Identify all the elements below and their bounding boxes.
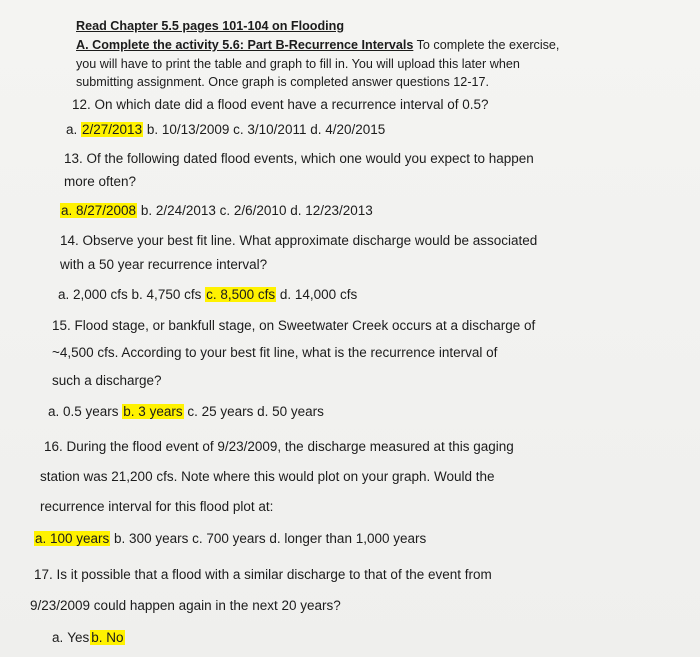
answer-label: a. [66,122,82,137]
question-12-text: 12. On which date did a flood event have a recurrence interval of 0.5? [72,97,489,112]
question-17-line-2 [30,597,341,615]
answer-label: a. [52,630,64,645]
answer-options-rest: d. 14,000 cfs [276,287,358,302]
question-15-text: 15. Flood stage, or bankfull stage, on Sweetwater Creek occurs at a discharge of [52,318,536,333]
answer-options-rest: c. 25 years d. 50 years [183,404,324,419]
answer-options: b. 2/24/2013 c. 2/6/2010 d. 12/23/2013 [137,203,373,218]
activity-instructions-1 [76,36,559,54]
question-14-text: 14. Observe your best fit line. What approximate discharge would be associated [60,233,538,248]
question-17-line-1 [34,566,492,584]
question-15-line-3 [52,372,162,390]
question-14-line-2 [60,256,267,274]
question-17-answers [52,629,125,647]
question-14-line-1 [60,232,537,250]
question-15-line-1 [52,317,535,335]
answer-yes: Yes [67,630,90,645]
activity-instructions-3 [76,73,489,91]
question-13-text-cont: more often? [64,174,137,189]
question-14-answers [58,286,357,304]
question-12 [72,96,489,114]
question-16-text: 16. During the flood event of 9/23/2009, the discharge measured at this gaging [44,439,514,454]
question-13-line-2 [64,173,136,191]
question-16-line-3 [40,498,273,516]
question-15-answers [48,403,324,421]
answer-options: b. 10/13/2009 c. 3/10/2011 d. 4/20/2015 [143,122,386,137]
question-17-text: 17. Is it possible that a flood with a similar discharge to that of the event from [34,567,492,582]
question-16-line-2 [40,468,495,486]
question-16-line-1 [44,438,514,456]
question-13-line-1 [64,150,534,168]
question-13-text: 13. Of the following dated flood events, which one would you expect to happen [64,151,534,166]
question-13-answers [60,202,373,220]
question-16-answers [34,530,426,548]
chapter-title: Read Chapter 5.5 pages 101-104 on Flooding [76,19,345,33]
question-15-text-end: such a discharge? [52,373,162,388]
question-14-text-cont: with a 50 year recurrence interval? [60,257,268,272]
highlighted-answer: b. No [91,630,124,645]
instruction-text-1: To complete the exercise, [413,38,560,52]
highlighted-answer: c. 8,500 cfs [206,287,276,302]
highlighted-answer: a. 100 years [35,531,110,546]
answer-options: b. 300 years c. 700 years d. longer than 1,000 years [110,531,427,546]
activity-instructions-2 [76,55,520,73]
answer-options: a. 2,000 cfs b. 4,750 cfs [58,287,206,302]
question-17-text-cont: 9/23/2009 could happen again in the next 20 years? [30,598,341,613]
chapter-heading [76,17,344,35]
instruction-text-2: you will have to print the table and graph to fill in. You will upload this later when [76,57,520,71]
instruction-text-3: submitting assignment. Once graph is completed answer questions 12-17. [76,75,490,89]
highlighted-answer: b. 3 years [123,404,183,419]
question-15-text-cont: ~4,500 cfs. According to your best fit line, what is the recurrence interval of [52,345,498,360]
question-16-text-cont: station was 21,200 cfs. Note where this would plot on your graph. Would the [40,469,495,484]
highlighted-answer: 2/27/2013 [82,122,143,137]
question-15-line-2 [52,344,497,362]
activity-title: A. Complete the activity 5.6: Part B-Recurrence Intervals [76,38,414,52]
question-16-text-end: recurrence interval for this flood plot at: [40,499,274,514]
question-12-answers [66,121,385,139]
answer-options: a. 0.5 years [48,404,123,419]
highlighted-answer: a. 8/27/2008 [61,203,137,218]
